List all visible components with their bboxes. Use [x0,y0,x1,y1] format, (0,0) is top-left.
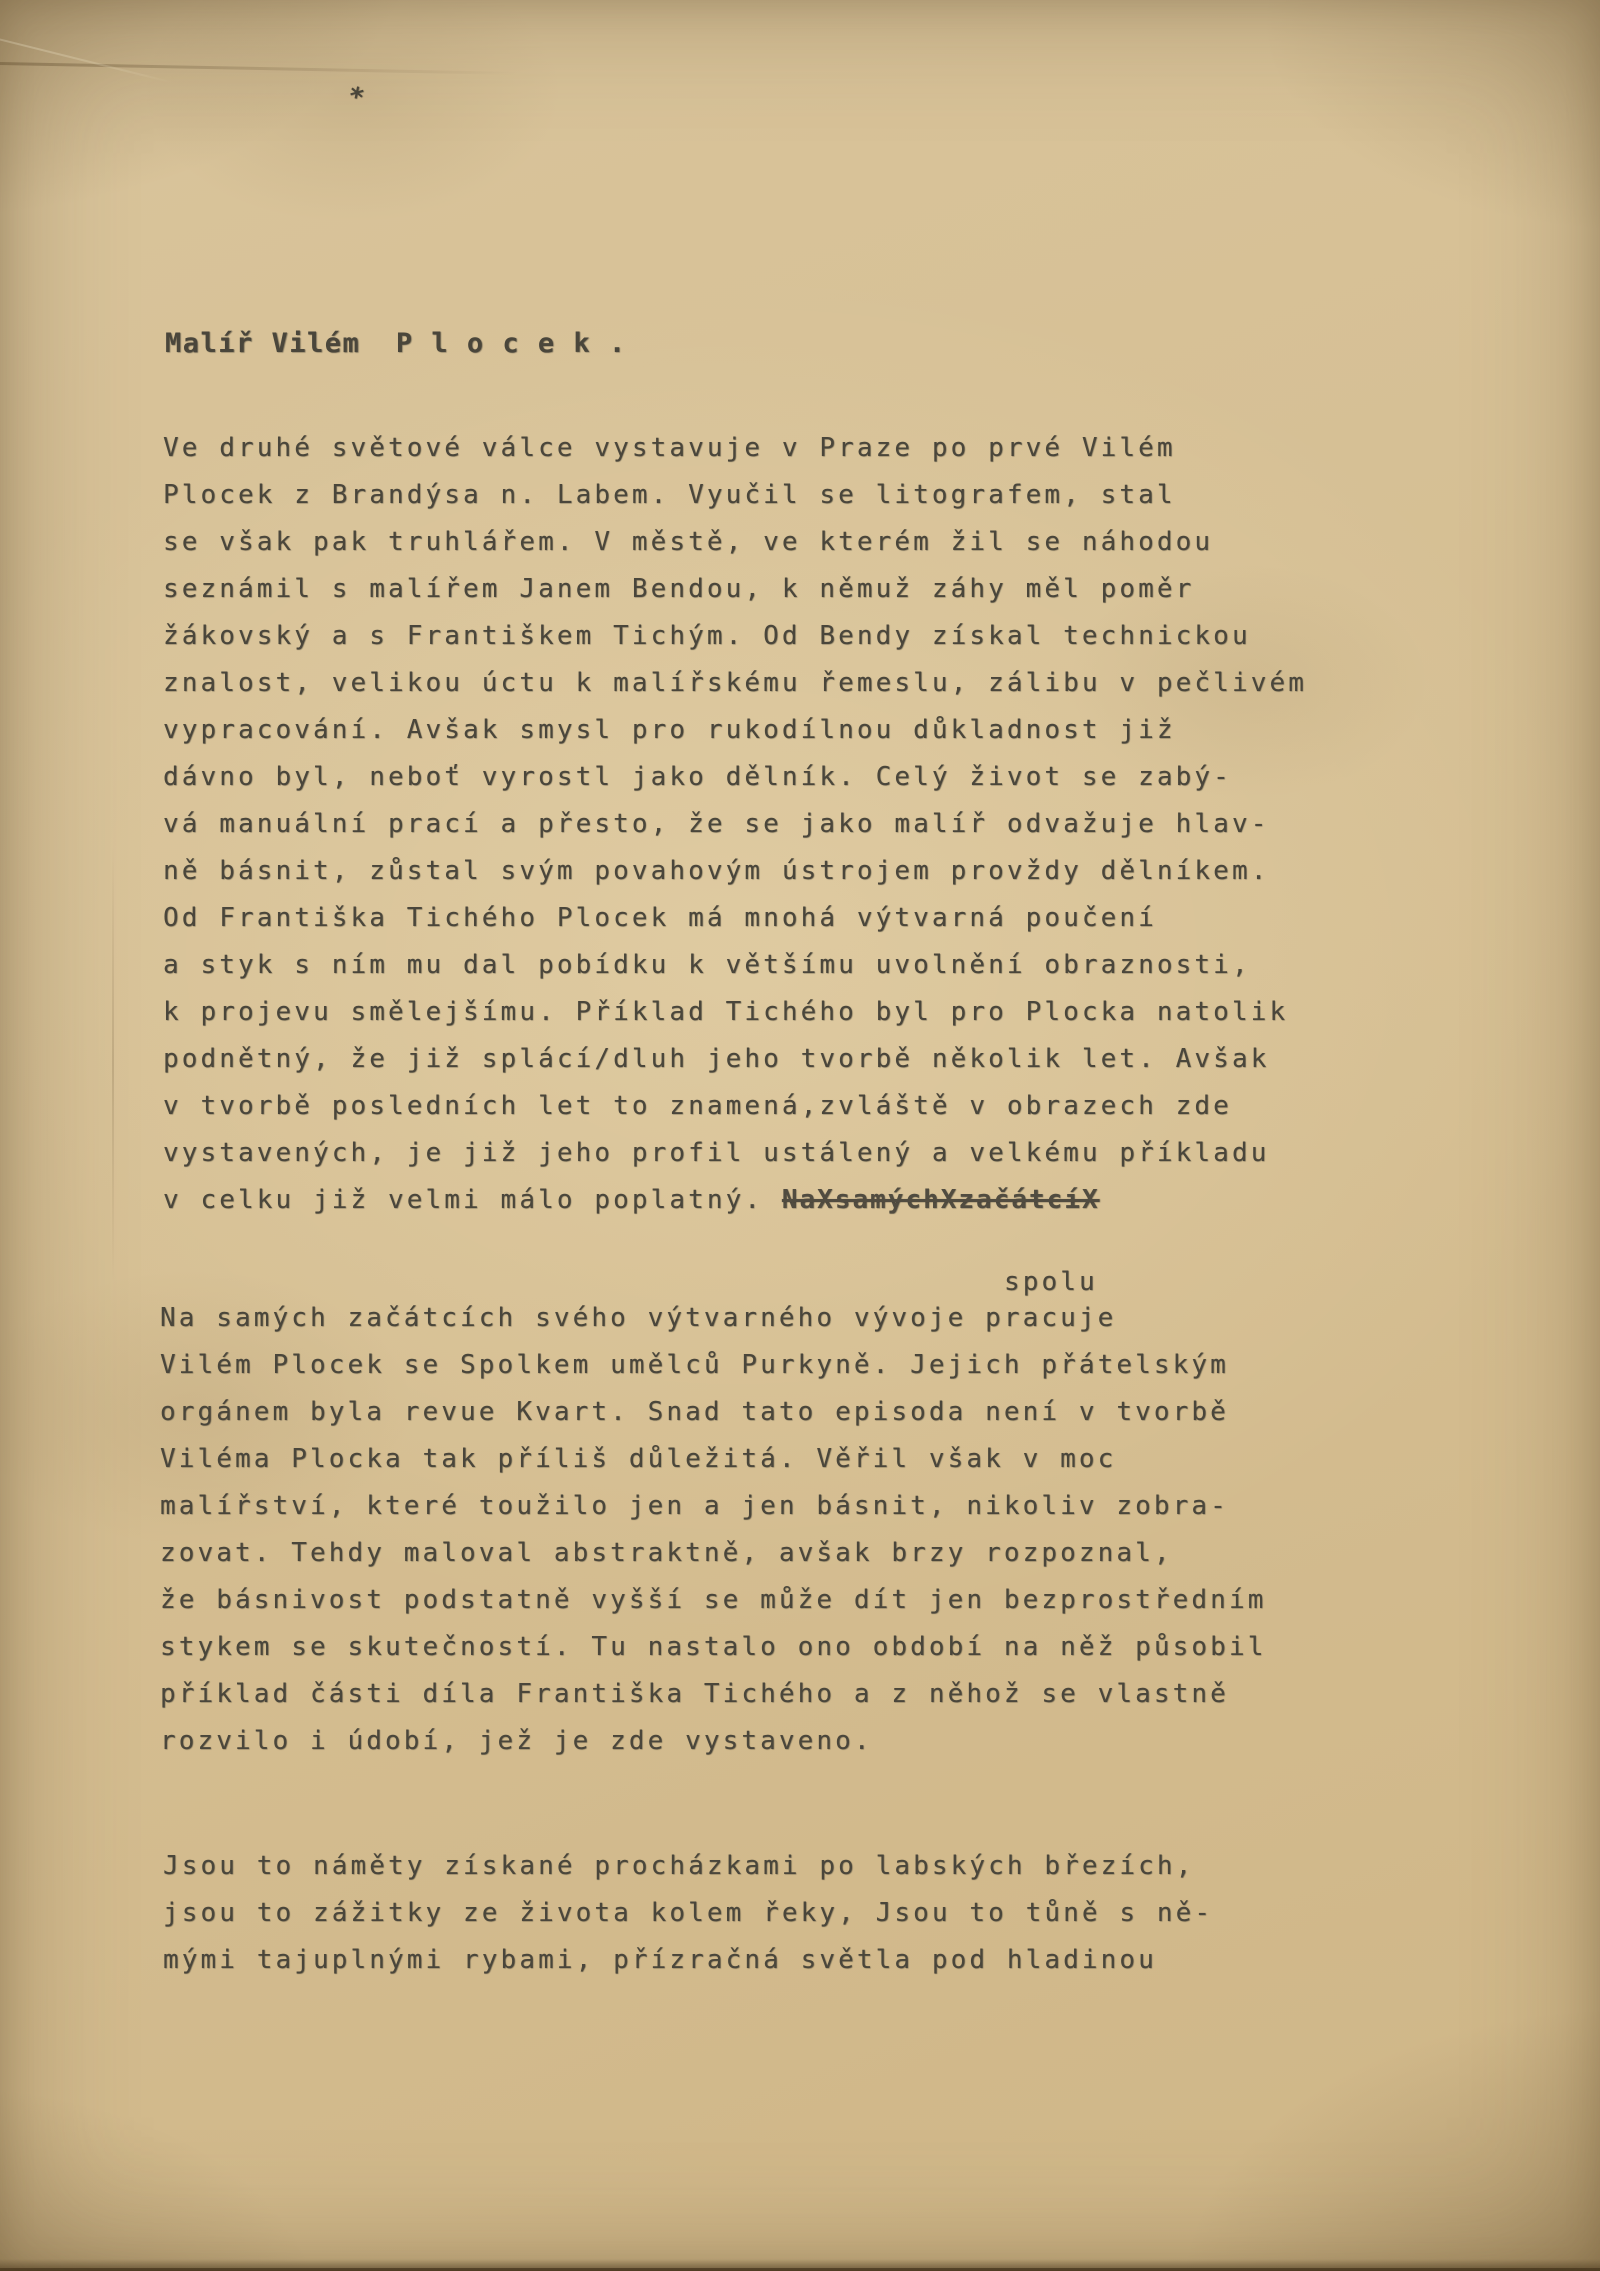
text-line: vypracování. Avšak smysl pro rukodílnou důkladnost již [163,715,1176,745]
text-line: příklad části díla Františka Tichého a z něhož se vlastně [160,1679,1229,1709]
paragraph-3 [163,1843,1213,1984]
text-line: k projevu smělejšímu. Příklad Tichého byl pro Plocka natolik [163,997,1289,1027]
text-line: Jsou to náměty získané procházkami po labských březích, [163,1851,1195,1881]
paragraph-2 [160,1295,1266,1765]
text-line: Na samých začátcích svého výtvarného vývoje pracuje [160,1303,1117,1333]
text-line: mými tajuplnými rybami, přízračná světla pod hladinou [163,1945,1157,1975]
paragraph-1 [163,425,1307,1177]
text-line: vá manuální prací a přesto, že se jako malíř odvažuje hlav- [163,809,1270,839]
text-line: podnětný, že již splácí/dluh jeho tvorbě několik let. Avšak [163,1044,1270,1074]
text-line: zovat. Tehdy maloval abstraktně, avšak brzy rozpoznal, [160,1538,1173,1568]
text-line: Ve druhé světové válce vystavuje v Praze po prvé Vilém [163,433,1176,463]
text-line: jsou to zážitky ze života kolem řeky, Jsou to tůně s ně- [163,1898,1214,1928]
struck-out-text: NaXsamýchXzačátcíX [781,1185,1100,1215]
document-title: Malíř Vilém P l o c e k . [165,328,627,359]
text-line: Vilém Plocek se Spolkem umělců Purkyně. Jejich přátelským [160,1350,1229,1380]
text-line: seznámil s malířem Janem Bendou, k němuž záhy měl poměr [163,574,1195,604]
text-line: ně básnit, zůstal svým povahovým ústrojem provždy dělníkem. [163,856,1270,886]
text-line: že básnivost podstatně vyšší se může dít jen bezprostředním [160,1585,1267,1615]
paragraph-1-last-line [163,1177,1100,1224]
text-line: orgánem byla revue Kvart. Snad tato episoda není v tvorbě [160,1397,1229,1427]
ink-mark: * [345,81,370,115]
paper-crease-vertical [112,845,114,1285]
text-line: rozvilo i údobí, jež je zde vystaveno. [160,1726,873,1756]
text-line: dávno byl, neboť vyrostl jako dělník. Celý život se zabý- [163,762,1232,792]
text-line: malířství, které toužilo jen a jen básnit, nikoliv zobra- [160,1491,1229,1521]
text-line: v tvorbě posledních let to znamená,zvláště v obrazech zde [163,1091,1232,1121]
text-line: Viléma Plocka tak příliš důležitá. Věřil však v moc [160,1444,1117,1474]
text-line: Od Františka Tichého Plocek má mnohá výtvarná poučení [163,903,1157,933]
paper-corner-fold [0,36,175,84]
text-line: se však pak truhlářem. V městě, ve kterém žil se náhodou [163,527,1214,557]
text-line: stykem se skutečností. Tu nastalo ono období na něž působil [160,1632,1267,1662]
text-line: znalost, velikou úctu k malířskému řemeslu, zálibu v pečlivém [163,668,1307,698]
text-line: vystavených, je již jeho profil ustálený a velkému příkladu [163,1138,1270,1168]
text-line: a styk s ním mu dal pobídku k většímu uvolnění obraznosti, [163,950,1251,980]
text-line: žákovský a s Františkem Tichým. Od Bendy získal technickou [163,621,1251,651]
text-line: Plocek z Brandýsa n. Labem. Vyučil se litografem, stal [163,480,1176,510]
paragraph-1-last-line-text: v celku již velmi málo poplatný. [163,1185,782,1215]
interline-insertion: spolu [1004,1267,1098,1297]
paper-crease [0,62,520,75]
